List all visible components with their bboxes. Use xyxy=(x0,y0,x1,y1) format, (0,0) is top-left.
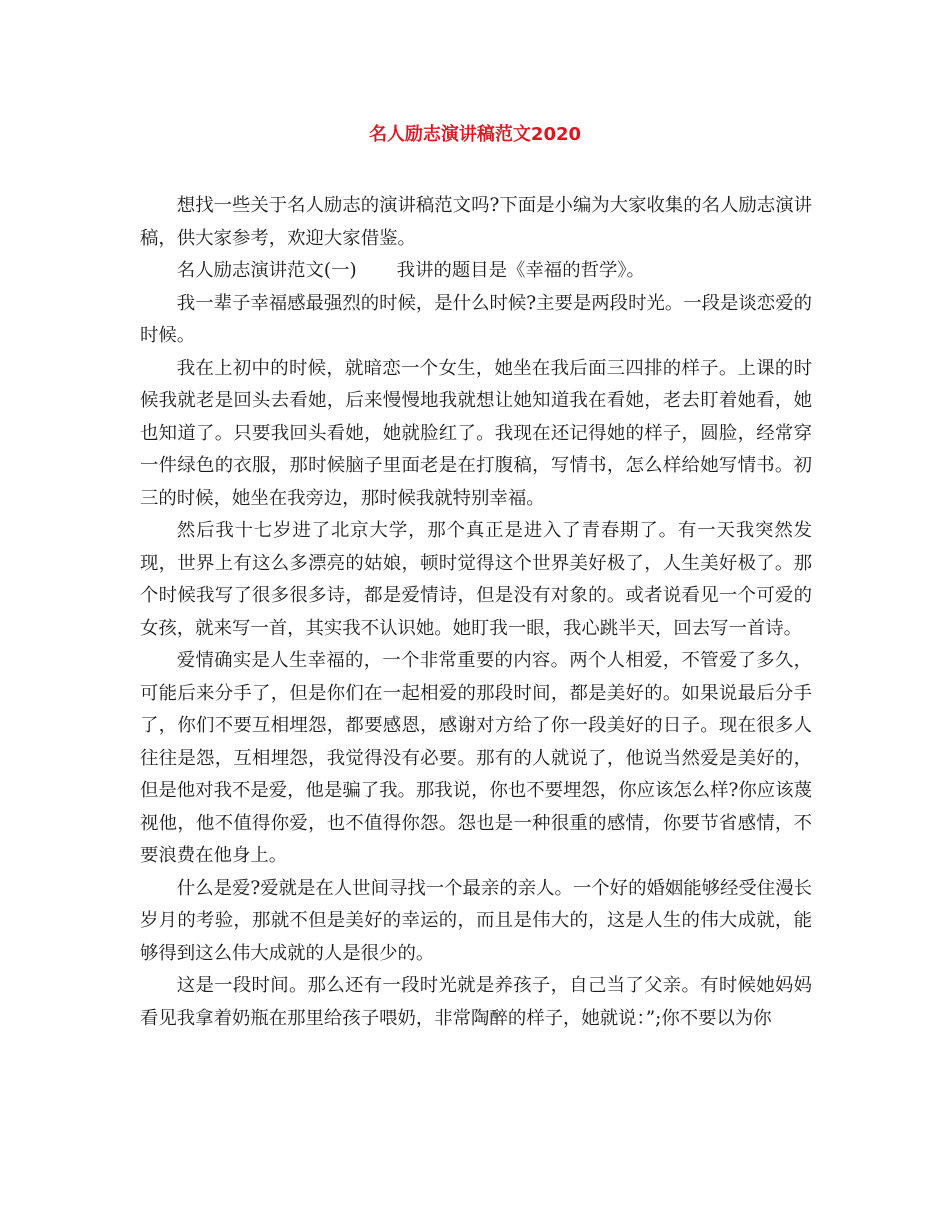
section-heading: 名人励志演讲范文(一) xyxy=(176,260,357,281)
body-paragraph: 爱情确实是人生幸福的，一个非常重要的内容。两个人相爱，不管爱了多久，可能后来分手了，但是你们在一起相爱的那段时间，都是美好的。如果说最后分手了，你们不要互相埋怨，都要感恩，感谢对方给了你一段美好的日子。现在很多人往往是怨，互相埋怨，我觉得没有必要。那有的人就说了，他说当然爱是美好的，但是他对我不是爱，他是骗了我。那我说，你也不要埋怨，你应该怎么样?你应该蔑视他，他不值得你爱，也不值得你怨。怨也是一种很重的感情，你要节省感情，不要浪费在他身上。 xyxy=(140,650,812,866)
document-title: 名人励志演讲稿范文2020 xyxy=(368,124,582,145)
body-paragraph: 我一辈子幸福感最强烈的时候，是什么时候?主要是两段时光。一段是谈恋爱的时候。 xyxy=(140,292,812,346)
body-paragraph: 什么是爱?爱就是在人世间寻找一个最亲的亲人。一个好的婚姻能够经受住漫长岁月的考验，那就不但是美好的幸运的，而且是伟大的，这是人生的伟大成就，能够得到这么伟大成就的人是很少的。 xyxy=(140,877,812,964)
section-heading-line xyxy=(140,255,812,288)
section-first-line: 我讲的题目是《幸福的哲学》。 xyxy=(396,260,645,281)
body-paragraph: 这是一段时间。那么还有一段时光就是养孩子，自己当了父亲。有时候她妈妈看见我拿着奶瓶在那里给孩子喂奶，非常陶醉的样子，她就说：”;你不要以为你 xyxy=(140,975,812,1029)
body-paragraph: 然后我十七岁进了北京大学，那个真正是进入了青春期了。有一天我突然发现，世界上有这么多漂亮的姑娘，顿时觉得这个世界美好极了，人生美好极了。那个时候我写了很多很多诗，都是爱情诗，但是没有对象的。或者说看见一个可爱的女孩，就来写一首，其实我不认识她。她盯我一眼，我心跳半天，回去写一首诗。 xyxy=(140,520,812,639)
document-body xyxy=(140,190,812,1035)
intro-paragraph: 想找一些关于名人励志的演讲稿范文吗?下面是小编为大家收集的名人励志演讲稿，供大家参考，欢迎大家借鉴。 xyxy=(140,195,812,249)
body-paragraph: 我在上初中的时候，就暗恋一个女生，她坐在我后面三四排的样子。上课的时候我就老是回头去看她，后来慢慢地我就想让她知道我在看她，老去盯着她看，她也知道了。只要我回头看她，她就脸红了。我现在还记得她的样子，圆脸，经常穿一件绿色的衣服，那时候脑子里面老是在打腹稿，写情书，怎么样给她写情书。初三的时候，她坐在我旁边，那时候我就特别幸福。 xyxy=(140,357,812,509)
